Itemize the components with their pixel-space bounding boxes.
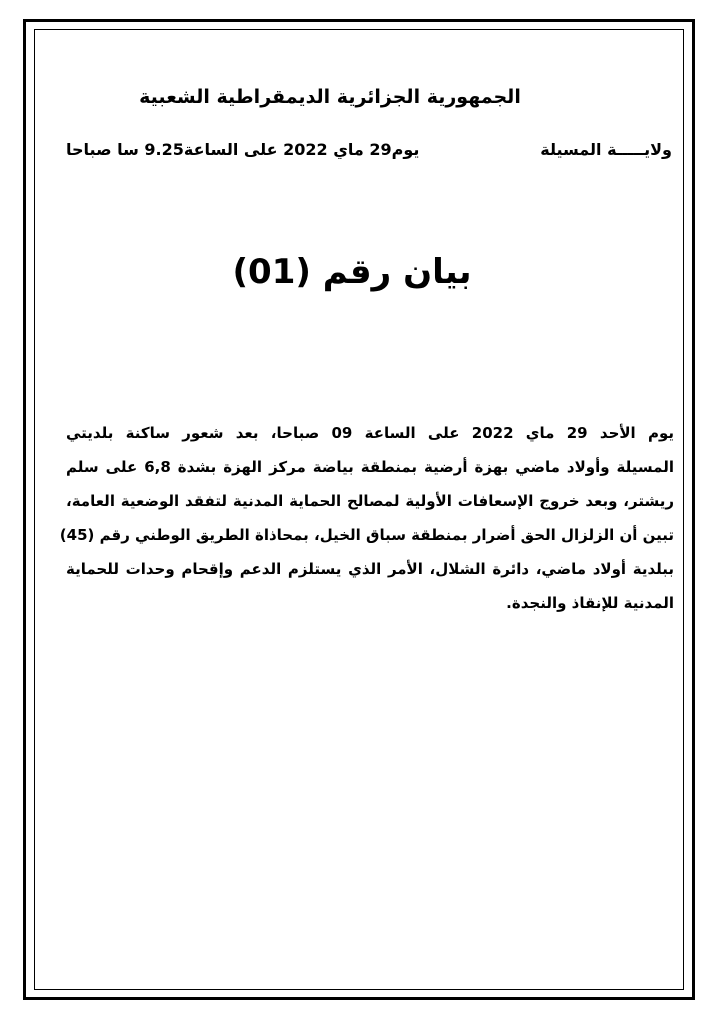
body-line: ببلدية أولاد ماضي، دائرة الشلال، الأمر الذي يستلزم الدعم وإقحام وحدات للحماية bbox=[66, 560, 674, 578]
body-line: المسيلة وأولاد ماضي بهزة أرضية بمنطقة بياضة مركز الهزة بشدة 6,8 على سلم bbox=[66, 458, 674, 476]
body-line: ريشتر، وبعد خروج الإسعافات الأولية لمصالح الحماية المدنية لتفقد الوضعية العامة، bbox=[66, 492, 674, 510]
date-time-line: يوم29 ماي 2022 على الساعة9.25 سا صباحا bbox=[66, 140, 420, 159]
republic-heading: الجمهورية الجزائرية الديمقراطية الشعبية bbox=[139, 86, 521, 108]
statement-title: بيان رقم (01) bbox=[232, 252, 472, 292]
body-line: تبين أن الزلزال الحق أضرار بمنطقة سباق الخيل، بمحاذاة الطريق الوطني رقم (45) bbox=[59, 526, 674, 544]
statement-body bbox=[59, 416, 674, 620]
wilaya-label: ولايـــــة المسيلة bbox=[540, 140, 672, 159]
body-line: يوم الأحد 29 ماي 2022 على الساعة 09 صباحا، بعد شعور ساكنة بلديتي bbox=[66, 424, 674, 442]
body-line: المدنية للإنقاذ والنجدة. bbox=[506, 594, 674, 612]
